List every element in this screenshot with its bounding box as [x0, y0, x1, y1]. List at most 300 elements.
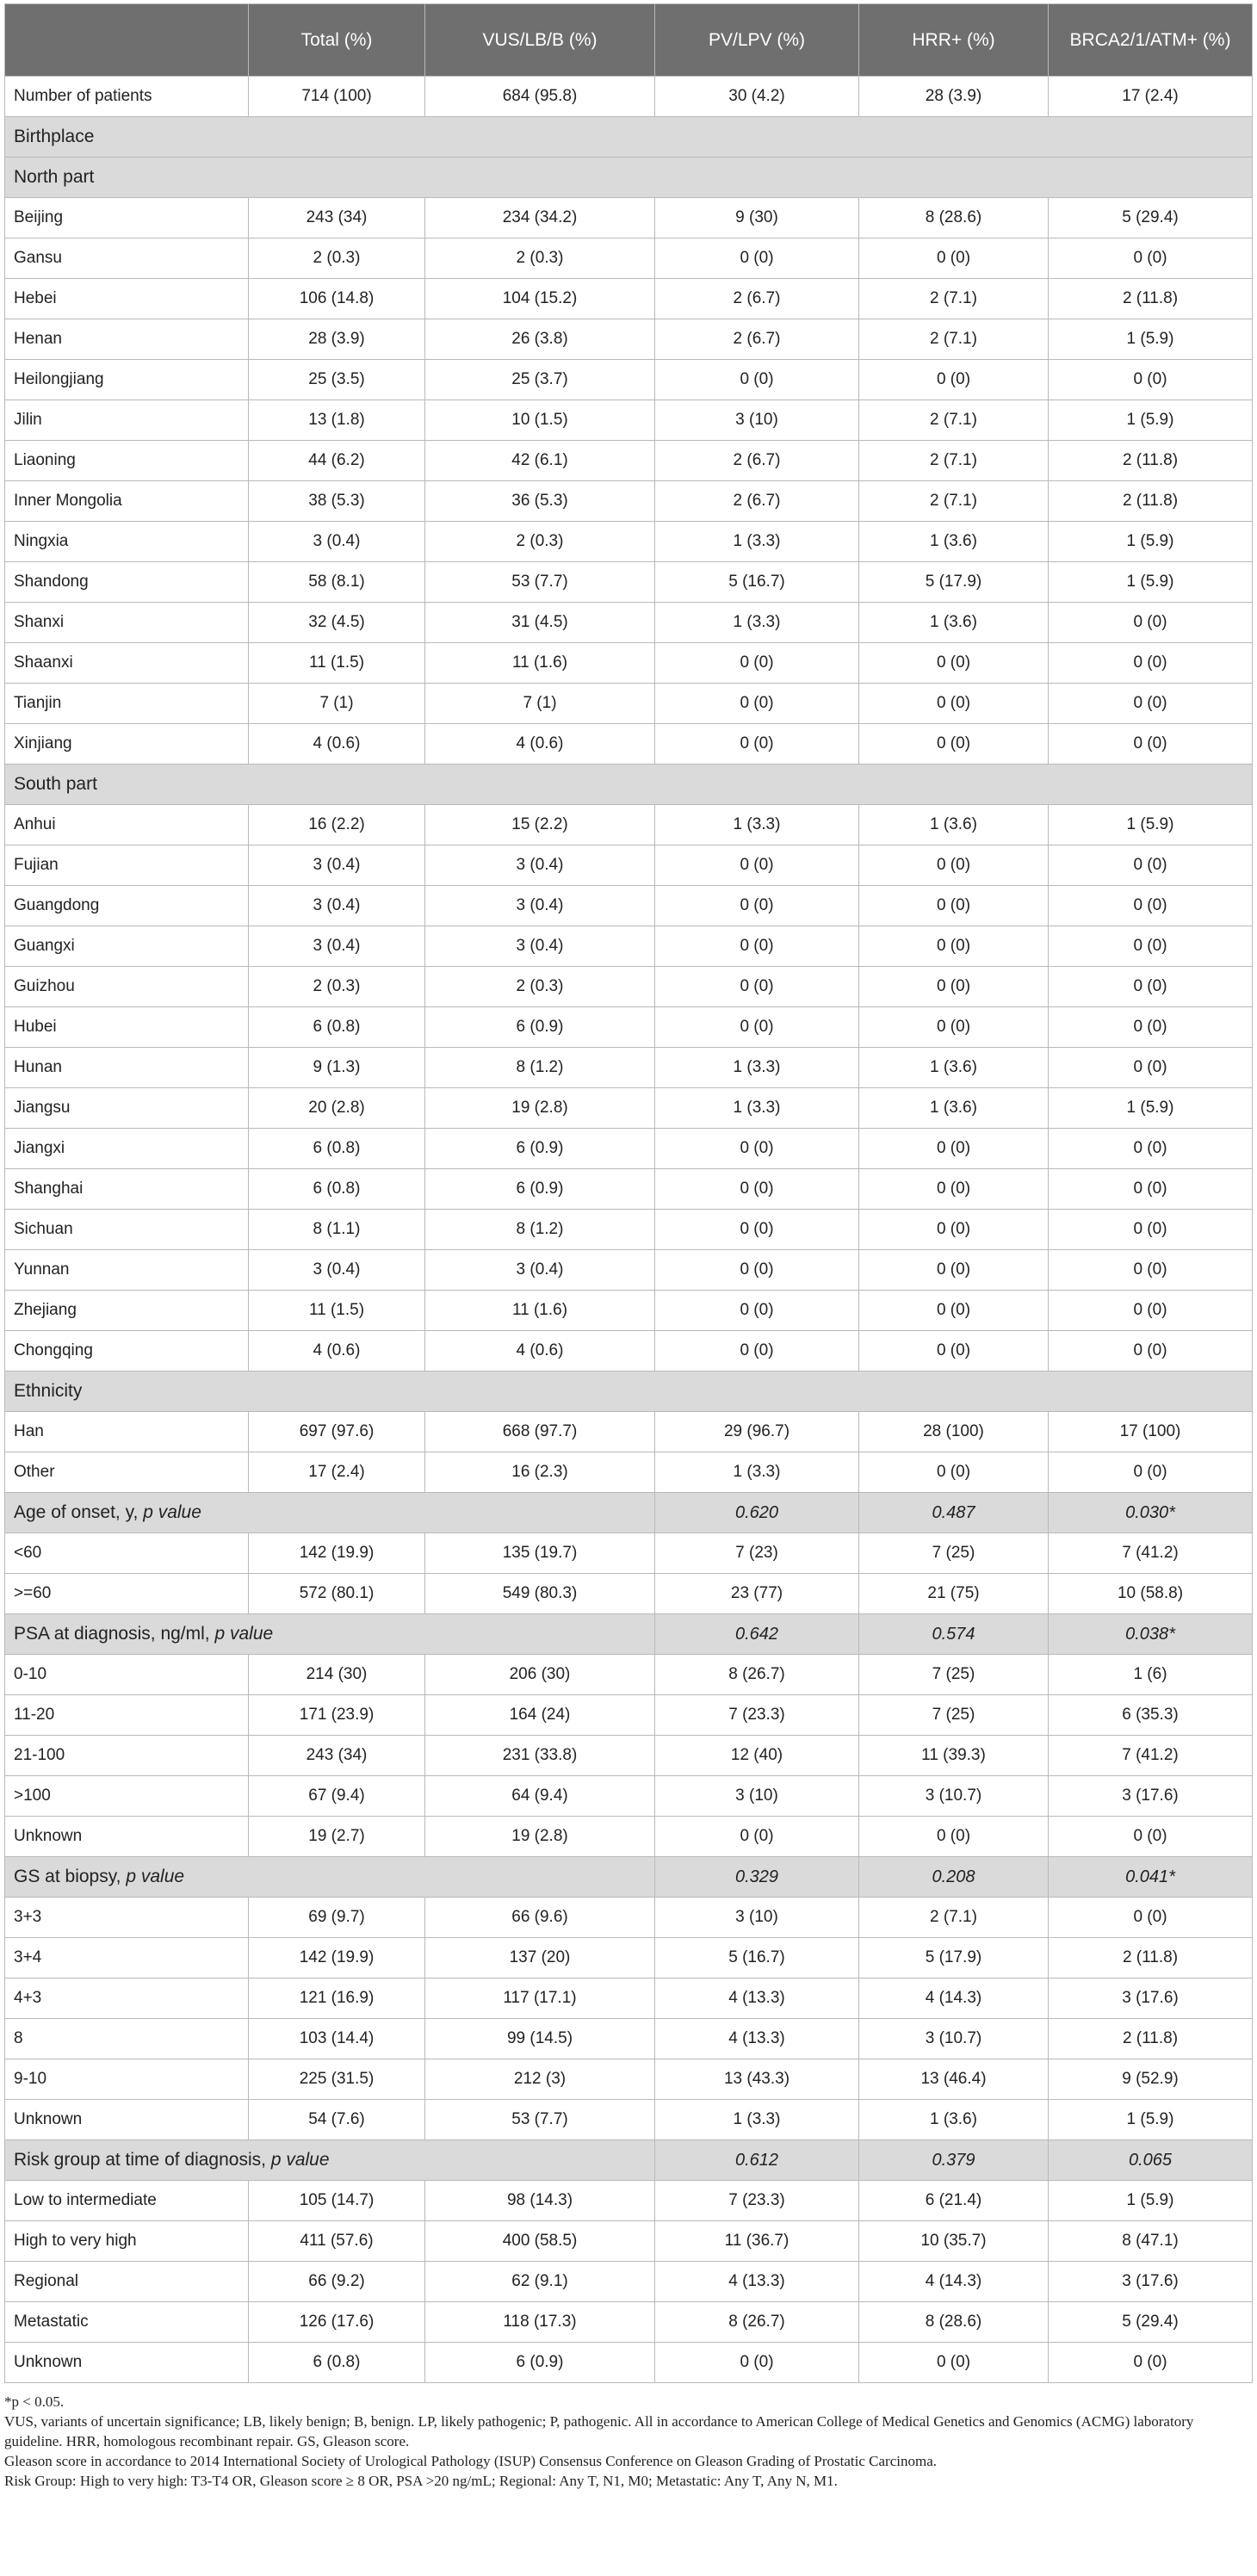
- value-cell: 1 (3.6): [859, 805, 1049, 845]
- value-cell: 1 (5.9): [1049, 2181, 1253, 2221]
- section-label-text: PSA at diagnosis, ng/ml,: [14, 1624, 215, 1644]
- value-cell: 4 (13.3): [655, 2262, 859, 2302]
- row-label-cell: Guizhou: [5, 967, 249, 1007]
- section-label-text: GS at biopsy,: [14, 1867, 127, 1886]
- value-cell: 0 (0): [859, 967, 1049, 1007]
- p-value-cell: 0.612: [655, 2140, 859, 2181]
- value-cell: 0 (0): [655, 360, 859, 400]
- value-cell: 0 (0): [859, 886, 1049, 926]
- value-cell: 8 (28.6): [859, 2302, 1049, 2343]
- p-value-cell: 0.329: [655, 1857, 859, 1898]
- value-cell: 0 (0): [655, 926, 859, 967]
- row-label-cell: >100: [5, 1776, 249, 1817]
- value-cell: 36 (5.3): [425, 481, 655, 522]
- value-cell: 0 (0): [1049, 1331, 1253, 1372]
- value-cell: 0 (0): [859, 643, 1049, 684]
- value-cell: 15 (2.2): [425, 805, 655, 845]
- value-cell: 684 (95.8): [425, 77, 655, 117]
- value-cell: 0 (0): [859, 1250, 1049, 1291]
- table-row: [5, 1898, 1253, 1938]
- section-label-italic: p value: [214, 1624, 274, 1644]
- table-row: [5, 1817, 1253, 1857]
- row-label-cell: Yunnan: [5, 1250, 249, 1291]
- table-row: [5, 238, 1253, 279]
- table-row: [5, 1412, 1253, 1452]
- table-row: [5, 1250, 1253, 1291]
- row-label-cell: 3+4: [5, 1938, 249, 1978]
- value-cell: 118 (17.3): [425, 2302, 655, 2343]
- p-value-cell: 0.065: [1049, 2140, 1253, 2181]
- value-cell: 19 (2.8): [425, 1817, 655, 1857]
- value-cell: 0 (0): [1049, 603, 1253, 643]
- value-cell: 0 (0): [859, 1291, 1049, 1331]
- row-label-cell: Fujian: [5, 845, 249, 886]
- row-label-cell: Metastatic: [5, 2302, 249, 2343]
- value-cell: 668 (97.7): [425, 1412, 655, 1452]
- table-row: [5, 2181, 1253, 2221]
- section-row: [5, 1372, 1253, 1412]
- section-row: [5, 765, 1253, 805]
- value-cell: 214 (30): [249, 1655, 425, 1695]
- value-cell: 38 (5.3): [249, 481, 425, 522]
- p-value-cell: 0.620: [655, 1493, 859, 1533]
- table-row: [5, 2059, 1253, 2100]
- row-label-cell: Hebei: [5, 279, 249, 319]
- value-cell: 1 (3.3): [655, 1452, 859, 1493]
- value-cell: 25 (3.5): [249, 360, 425, 400]
- row-label-cell: 11-20: [5, 1695, 249, 1736]
- value-cell: 0 (0): [1049, 926, 1253, 967]
- value-cell: 6 (21.4): [859, 2181, 1049, 2221]
- value-cell: 0 (0): [859, 238, 1049, 279]
- value-cell: 4 (14.3): [859, 1978, 1049, 2019]
- value-cell: 31 (4.5): [425, 603, 655, 643]
- value-cell: 0 (0): [1049, 1817, 1253, 1857]
- value-cell: 0 (0): [1049, 1129, 1253, 1169]
- value-cell: 1 (3.6): [859, 1088, 1049, 1129]
- value-cell: 8 (1.2): [425, 1048, 655, 1088]
- value-cell: 5 (29.4): [1049, 2302, 1253, 2343]
- value-cell: 164 (24): [425, 1695, 655, 1736]
- table-row: [5, 1978, 1253, 2019]
- value-cell: 2 (0.3): [425, 238, 655, 279]
- value-cell: 6 (0.9): [425, 1007, 655, 1048]
- value-cell: 5 (16.7): [655, 562, 859, 603]
- row-label-cell: 0-10: [5, 1655, 249, 1695]
- footnote: Gleason score in accordance to 2014 International Society of Urological Pathology (ISUP) Consensus Conference on Gleason Grading of Prostatic Carcinoma.: [4, 2453, 937, 2469]
- row-label-cell: 3+3: [5, 1898, 249, 1938]
- section-row: [5, 1493, 1253, 1533]
- value-cell: 0 (0): [655, 2343, 859, 2383]
- row-label-cell: Number of patients: [5, 77, 249, 117]
- value-cell: 137 (20): [425, 1938, 655, 1978]
- value-cell: 8 (1.1): [249, 1210, 425, 1250]
- document: [0, 3, 1257, 2491]
- table-row: [5, 1776, 1253, 1817]
- value-cell: 234 (34.2): [425, 198, 655, 238]
- value-cell: 225 (31.5): [249, 2059, 425, 2100]
- row-label-cell: Unknown: [5, 2343, 249, 2383]
- value-cell: 0 (0): [1049, 845, 1253, 886]
- value-cell: 10 (35.7): [859, 2221, 1049, 2262]
- table-row: [5, 1736, 1253, 1776]
- value-cell: 0 (0): [859, 1817, 1049, 1857]
- value-cell: 2 (6.7): [655, 319, 859, 360]
- header-cell: [5, 4, 249, 77]
- value-cell: 7 (25): [859, 1655, 1049, 1695]
- value-cell: 13 (1.8): [249, 400, 425, 441]
- p-value-cell: 0.487: [859, 1493, 1049, 1533]
- value-cell: 58 (8.1): [249, 562, 425, 603]
- value-cell: 3 (10.7): [859, 2019, 1049, 2059]
- table-row: [5, 2343, 1253, 2383]
- table-row: [5, 198, 1253, 238]
- value-cell: 13 (46.4): [859, 2059, 1049, 2100]
- value-cell: 29 (96.7): [655, 1412, 859, 1452]
- section-row: [5, 1857, 1253, 1898]
- table-row: [5, 400, 1253, 441]
- value-cell: 1 (3.6): [859, 2100, 1049, 2140]
- value-cell: 126 (17.6): [249, 2302, 425, 2343]
- row-label-cell: Low to intermediate: [5, 2181, 249, 2221]
- table-row: [5, 1695, 1253, 1736]
- table-row: [5, 1291, 1253, 1331]
- value-cell: 7 (1): [249, 684, 425, 724]
- value-cell: 0 (0): [655, 1169, 859, 1210]
- row-label-cell: Han: [5, 1412, 249, 1452]
- value-cell: 3 (17.6): [1049, 2262, 1253, 2302]
- footnote: *p < 0.05.: [4, 2393, 65, 2410]
- value-cell: 2 (0.3): [425, 967, 655, 1007]
- table-row: [5, 77, 1253, 117]
- value-cell: 1 (5.9): [1049, 562, 1253, 603]
- table-row: [5, 886, 1253, 926]
- table-row: [5, 603, 1253, 643]
- value-cell: 3 (0.4): [425, 886, 655, 926]
- value-cell: 32 (4.5): [249, 603, 425, 643]
- value-cell: 2 (7.1): [859, 441, 1049, 481]
- value-cell: 0 (0): [1049, 238, 1253, 279]
- value-cell: 6 (35.3): [1049, 1695, 1253, 1736]
- value-cell: 1 (3.3): [655, 1048, 859, 1088]
- table-row: [5, 522, 1253, 562]
- value-cell: 104 (15.2): [425, 279, 655, 319]
- value-cell: 10 (58.8): [1049, 1574, 1253, 1614]
- value-cell: 25 (3.7): [425, 360, 655, 400]
- value-cell: 2 (0.3): [425, 522, 655, 562]
- table-row: [5, 1129, 1253, 1169]
- table-row: [5, 1655, 1253, 1695]
- table-row: [5, 684, 1253, 724]
- value-cell: 0 (0): [1049, 1048, 1253, 1088]
- value-cell: 0 (0): [655, 1291, 859, 1331]
- value-cell: 1 (3.6): [859, 522, 1049, 562]
- value-cell: 7 (25): [859, 1695, 1049, 1736]
- section-label: North part: [5, 158, 1253, 198]
- footnote: Risk Group: High to very high: T3-T4 OR, Gleason score ≥ 8 OR, PSA >20 ng/mL; Regional: Any T, N1, M0; Metastatic: Any T, Any N, M1.: [4, 2473, 838, 2489]
- value-cell: 19 (2.7): [249, 1817, 425, 1857]
- value-cell: 2 (7.1): [859, 481, 1049, 522]
- value-cell: 2 (6.7): [655, 279, 859, 319]
- value-cell: 212 (3): [425, 2059, 655, 2100]
- value-cell: 23 (77): [655, 1574, 859, 1614]
- section-row: [5, 2140, 1253, 2181]
- value-cell: 411 (57.6): [249, 2221, 425, 2262]
- value-cell: 117 (17.1): [425, 1978, 655, 2019]
- p-value-cell: 0.041*: [1049, 1857, 1253, 1898]
- row-label-cell: Guangdong: [5, 886, 249, 926]
- row-label-cell: Hunan: [5, 1048, 249, 1088]
- value-cell: 0 (0): [1049, 1452, 1253, 1493]
- value-cell: 0 (0): [1049, 1007, 1253, 1048]
- value-cell: 0 (0): [1049, 967, 1253, 1007]
- value-cell: 1 (5.9): [1049, 1088, 1253, 1129]
- row-label-cell: Unknown: [5, 1817, 249, 1857]
- header-cell: PV/LPV (%): [655, 4, 859, 77]
- value-cell: 10 (1.5): [425, 400, 655, 441]
- table-row: [5, 1007, 1253, 1048]
- value-cell: 243 (34): [249, 198, 425, 238]
- value-cell: 142 (19.9): [249, 1533, 425, 1574]
- table-row: [5, 967, 1253, 1007]
- value-cell: 1 (6): [1049, 1655, 1253, 1695]
- value-cell: 11 (36.7): [655, 2221, 859, 2262]
- value-cell: 0 (0): [655, 886, 859, 926]
- value-cell: 53 (7.7): [425, 562, 655, 603]
- value-cell: 0 (0): [655, 724, 859, 765]
- value-cell: 1 (3.3): [655, 1088, 859, 1129]
- value-cell: 0 (0): [1049, 1898, 1253, 1938]
- value-cell: 142 (19.9): [249, 1938, 425, 1978]
- value-cell: 2 (7.1): [859, 279, 1049, 319]
- row-label-cell: Gansu: [5, 238, 249, 279]
- section-row: [5, 1614, 1253, 1655]
- row-label-cell: Shaanxi: [5, 643, 249, 684]
- value-cell: 3 (17.6): [1049, 1776, 1253, 1817]
- row-label-cell: <60: [5, 1533, 249, 1574]
- value-cell: 105 (14.7): [249, 2181, 425, 2221]
- value-cell: 69 (9.7): [249, 1898, 425, 1938]
- value-cell: 7 (1): [425, 684, 655, 724]
- row-label-cell: Beijing: [5, 198, 249, 238]
- value-cell: 12 (40): [655, 1736, 859, 1776]
- value-cell: 30 (4.2): [655, 77, 859, 117]
- value-cell: 0 (0): [1049, 1250, 1253, 1291]
- value-cell: 3 (17.6): [1049, 1978, 1253, 2019]
- table-row: [5, 2221, 1253, 2262]
- value-cell: 53 (7.7): [425, 2100, 655, 2140]
- value-cell: 1 (3.6): [859, 1048, 1049, 1088]
- value-cell: 4 (13.3): [655, 2019, 859, 2059]
- value-cell: 0 (0): [1049, 1291, 1253, 1331]
- value-cell: 206 (30): [425, 1655, 655, 1695]
- value-cell: 64 (9.4): [425, 1776, 655, 1817]
- value-cell: 6 (0.8): [249, 1129, 425, 1169]
- value-cell: 4 (0.6): [249, 724, 425, 765]
- row-label-cell: >=60: [5, 1574, 249, 1614]
- value-cell: 4 (0.6): [249, 1331, 425, 1372]
- table-row: [5, 1574, 1253, 1614]
- value-cell: 0 (0): [859, 684, 1049, 724]
- value-cell: 549 (80.3): [425, 1574, 655, 1614]
- value-cell: 243 (34): [249, 1736, 425, 1776]
- value-cell: 0 (0): [1049, 643, 1253, 684]
- value-cell: 67 (9.4): [249, 1776, 425, 1817]
- value-cell: 714 (100): [249, 77, 425, 117]
- table-row: [5, 562, 1253, 603]
- value-cell: 66 (9.6): [425, 1898, 655, 1938]
- value-cell: 28 (3.9): [859, 77, 1049, 117]
- value-cell: 7 (23): [655, 1533, 859, 1574]
- value-cell: 8 (26.7): [655, 1655, 859, 1695]
- value-cell: 0 (0): [859, 845, 1049, 886]
- header-cell: VUS/LB/B (%): [425, 4, 655, 77]
- value-cell: 9 (1.3): [249, 1048, 425, 1088]
- value-cell: 5 (16.7): [655, 1938, 859, 1978]
- header-cell: Total (%): [249, 4, 425, 77]
- value-cell: 5 (17.9): [859, 562, 1049, 603]
- value-cell: 0 (0): [859, 1169, 1049, 1210]
- value-cell: 103 (14.4): [249, 2019, 425, 2059]
- value-cell: 7 (41.2): [1049, 1533, 1253, 1574]
- value-cell: 0 (0): [859, 1007, 1049, 1048]
- row-label-cell: Chongqing: [5, 1331, 249, 1372]
- value-cell: 3 (0.4): [425, 1250, 655, 1291]
- value-cell: 0 (0): [859, 1129, 1049, 1169]
- value-cell: 4 (0.6): [425, 724, 655, 765]
- table-row: [5, 481, 1253, 522]
- value-cell: 1 (5.9): [1049, 2100, 1253, 2140]
- table-row: [5, 441, 1253, 481]
- row-label-cell: High to very high: [5, 2221, 249, 2262]
- table-row: [5, 643, 1253, 684]
- section-label: [5, 1857, 655, 1898]
- value-cell: 3 (0.4): [425, 926, 655, 967]
- value-cell: 0 (0): [1049, 360, 1253, 400]
- value-cell: 2 (11.8): [1049, 279, 1253, 319]
- value-cell: 0 (0): [655, 967, 859, 1007]
- table-row: [5, 2100, 1253, 2140]
- table-header: [5, 4, 1253, 77]
- section-label: Ethnicity: [5, 1372, 1253, 1412]
- value-cell: 9 (30): [655, 198, 859, 238]
- table-row: [5, 319, 1253, 360]
- value-cell: 11 (39.3): [859, 1736, 1049, 1776]
- value-cell: 0 (0): [1049, 684, 1253, 724]
- row-label-cell: Xinjiang: [5, 724, 249, 765]
- row-label-cell: Heilongjiang: [5, 360, 249, 400]
- value-cell: 4 (14.3): [859, 2262, 1049, 2302]
- value-cell: 0 (0): [655, 1250, 859, 1291]
- value-cell: 0 (0): [1049, 724, 1253, 765]
- value-cell: 7 (25): [859, 1533, 1049, 1574]
- value-cell: 8 (47.1): [1049, 2221, 1253, 2262]
- value-cell: 6 (0.9): [425, 1169, 655, 1210]
- value-cell: 9 (52.9): [1049, 2059, 1253, 2100]
- row-label-cell: Jiangsu: [5, 1088, 249, 1129]
- section-label: South part: [5, 765, 1253, 805]
- section-label-text: Risk group at time of diagnosis,: [14, 2150, 271, 2170]
- value-cell: 3 (10): [655, 400, 859, 441]
- row-label-cell: Guangxi: [5, 926, 249, 967]
- value-cell: 11 (1.5): [249, 643, 425, 684]
- value-cell: 11 (1.6): [425, 1291, 655, 1331]
- row-label-cell: Ningxia: [5, 522, 249, 562]
- row-label-cell: Shandong: [5, 562, 249, 603]
- value-cell: 7 (23.3): [655, 2181, 859, 2221]
- value-cell: 2 (7.1): [859, 400, 1049, 441]
- value-cell: 3 (0.4): [249, 522, 425, 562]
- section-label-italic: p value: [143, 1502, 201, 1522]
- section-label: [5, 2140, 655, 2181]
- value-cell: 7 (23.3): [655, 1695, 859, 1736]
- value-cell: 1 (5.9): [1049, 319, 1253, 360]
- value-cell: 99 (14.5): [425, 2019, 655, 2059]
- value-cell: 106 (14.8): [249, 279, 425, 319]
- row-label-cell: Anhui: [5, 805, 249, 845]
- value-cell: 3 (0.4): [249, 926, 425, 967]
- value-cell: 0 (0): [655, 1331, 859, 1372]
- header-cell: HRR+ (%): [859, 4, 1049, 77]
- footnotes: [4, 2392, 1244, 2491]
- row-label-cell: Zhejiang: [5, 1291, 249, 1331]
- value-cell: 171 (23.9): [249, 1695, 425, 1736]
- section-row: [5, 117, 1253, 158]
- value-cell: 2 (11.8): [1049, 2019, 1253, 2059]
- table-row: [5, 1210, 1253, 1250]
- value-cell: 0 (0): [1049, 1169, 1253, 1210]
- row-label-cell: Shanghai: [5, 1169, 249, 1210]
- value-cell: 0 (0): [859, 724, 1049, 765]
- table-row: [5, 1169, 1253, 1210]
- row-label-cell: 9-10: [5, 2059, 249, 2100]
- table-row: [5, 2302, 1253, 2343]
- value-cell: 16 (2.3): [425, 1452, 655, 1493]
- value-cell: 0 (0): [859, 1331, 1049, 1372]
- value-cell: 28 (3.9): [249, 319, 425, 360]
- value-cell: 16 (2.2): [249, 805, 425, 845]
- section-label: [5, 1614, 655, 1655]
- table-row: [5, 2019, 1253, 2059]
- patient-characteristics-table: [4, 3, 1253, 2383]
- p-value-cell: 0.574: [859, 1614, 1049, 1655]
- section-label-italic: p value: [270, 2150, 330, 2170]
- value-cell: 62 (9.1): [425, 2262, 655, 2302]
- row-label-cell: 21-100: [5, 1736, 249, 1776]
- section-label: [5, 1493, 655, 1533]
- value-cell: 11 (1.5): [249, 1291, 425, 1331]
- value-cell: 66 (9.2): [249, 2262, 425, 2302]
- value-cell: 0 (0): [655, 643, 859, 684]
- row-label-cell: Tianjin: [5, 684, 249, 724]
- value-cell: 400 (58.5): [425, 2221, 655, 2262]
- value-cell: 0 (0): [1049, 886, 1253, 926]
- value-cell: 1 (3.3): [655, 603, 859, 643]
- value-cell: 7 (41.2): [1049, 1736, 1253, 1776]
- value-cell: 11 (1.6): [425, 643, 655, 684]
- value-cell: 21 (75): [859, 1574, 1049, 1614]
- value-cell: 8 (28.6): [859, 198, 1049, 238]
- table-row: [5, 724, 1253, 765]
- value-cell: 6 (0.9): [425, 2343, 655, 2383]
- value-cell: 4 (0.6): [425, 1331, 655, 1372]
- value-cell: 1 (3.3): [655, 522, 859, 562]
- value-cell: 0 (0): [859, 1452, 1049, 1493]
- footnote: VUS, variants of uncertain significance; LB, likely benign; B, benign. LP, likely pathogenic; P, pathogenic. All in accordance to American College of Medical Genetics and Genomics (ACMG) laboratory guideline. HRR, homologous recombinant repair. GS, Gleason score.: [4, 2413, 1194, 2449]
- p-value-cell: 0.642: [655, 1614, 859, 1655]
- value-cell: 17 (100): [1049, 1412, 1253, 1452]
- value-cell: 6 (0.8): [249, 1007, 425, 1048]
